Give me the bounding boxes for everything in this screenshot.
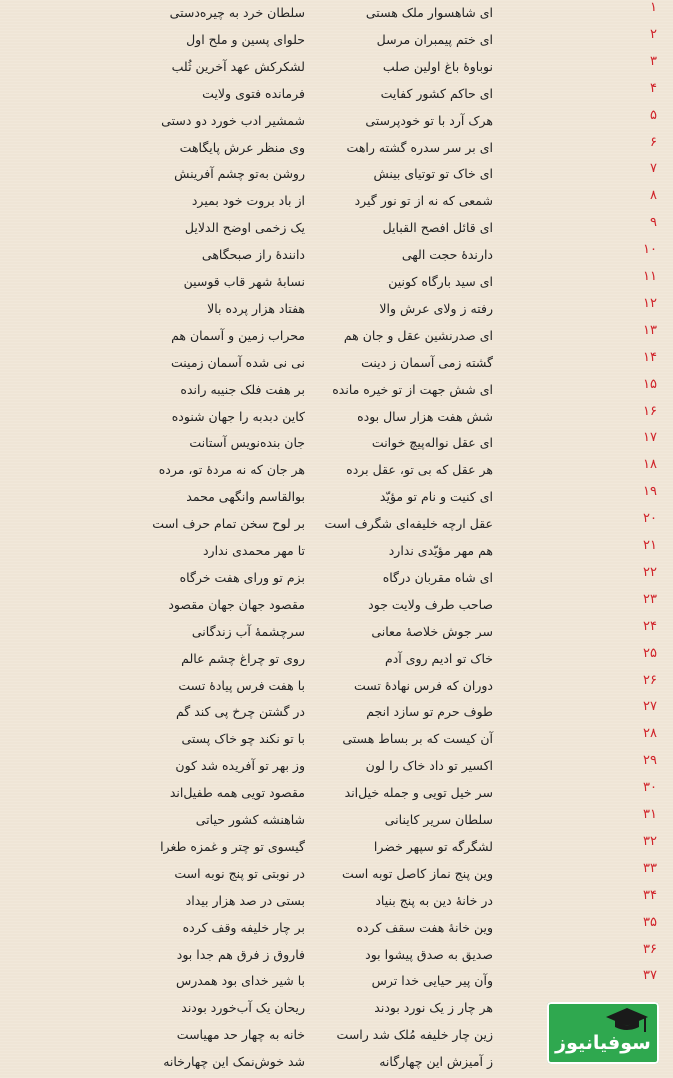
verse-number: ۳۵ <box>643 914 657 930</box>
second-hemistich: کاین دبدبه را جهان شنوده <box>171 408 305 424</box>
first-hemistich: خاک تو ادیم روی آدم <box>384 650 493 666</box>
verse-row <box>0 457 673 484</box>
first-hemistich: نوباوهٔ باغ اولین صلب <box>382 58 493 74</box>
first-hemistich: سر جوش خلاصهٔ معانی <box>371 623 493 639</box>
verse-row <box>0 242 673 269</box>
verse-row <box>0 296 673 323</box>
verse-number: ۲۷ <box>643 699 657 715</box>
second-hemistich: لشکرکش عهد آخرین ثُلب <box>171 58 305 74</box>
verse-number: ۱۶ <box>643 403 657 419</box>
verse-number: ۳۷ <box>643 968 657 984</box>
first-hemistich: هرک آرد با تو خودپرستی <box>365 112 493 128</box>
second-hemistich: روی تو چراغ چشم عالم <box>181 650 305 666</box>
first-hemistich: گشته زمی آسمان ز دینت <box>361 354 493 370</box>
logo-text: سوفیانیوز <box>555 1032 651 1054</box>
first-hemistich: ای عقل نواله‌پیچ خوانت <box>371 435 493 451</box>
first-hemistich: ای شش جهت از تو خیره مانده <box>332 381 493 397</box>
verse-row <box>0 968 673 995</box>
second-hemistich: وز بهر تو آفریده شد کون <box>175 758 305 774</box>
verse-row <box>0 565 673 592</box>
second-hemistich: روشن به‌تو چشم آفرینش <box>174 166 305 182</box>
first-hemistich: طوف حرم تو سازد انجم <box>366 704 493 720</box>
first-hemistich: ای ختم پیمبران مرسل <box>376 31 493 47</box>
second-hemistich: بزم تو ورای هفت خرگاه <box>179 569 305 585</box>
second-hemistich: هر جان که نه مردهٔ تو، مرده <box>158 462 305 478</box>
verse-number: ۱ <box>650 0 657 15</box>
verse-row <box>0 135 673 162</box>
first-hemistich: لشگرگه تو سپهر خضرا <box>373 838 493 854</box>
first-hemistich: ای سید بارگاه کونین <box>388 274 493 289</box>
verse-row <box>0 673 673 700</box>
verse-number: ۱۷ <box>643 430 657 446</box>
second-hemistich: بوالقاسم وانگهی محمد <box>186 489 305 505</box>
verse-row <box>0 538 673 565</box>
second-hemistich: فاروق ز فرق هم جدا بود <box>176 946 305 962</box>
verse-row <box>0 215 673 242</box>
first-hemistich: اکسیر تو داد خاک را لون <box>365 758 493 774</box>
first-hemistich: در خانهٔ دین به پنج بنیاد <box>375 892 493 908</box>
verse-number: ۲۳ <box>643 591 657 607</box>
first-hemistich: ای شاه مقربان درگاه <box>382 569 493 585</box>
first-hemistich: ای بر سر سدره گشته راهت <box>346 139 493 155</box>
verse-number: ۸ <box>650 188 657 204</box>
verse-number: ۱۸ <box>643 457 657 473</box>
second-hemistich: گیسوی تو چتر و غمزه طغرا <box>160 838 305 854</box>
verse-number: ۳۶ <box>643 941 657 957</box>
verse-row <box>0 269 673 296</box>
first-hemistich: زین چار خلیفه مُلک شد راست <box>336 1027 493 1043</box>
verse-number: ۳۱ <box>643 807 657 822</box>
second-hemistich: محراب زمین و آسمان هم <box>171 327 305 343</box>
first-hemistich: وین خانهٔ هفت سقف کرده <box>356 919 493 935</box>
second-hemistich: با شیر خدای بود همدرس <box>175 973 305 989</box>
verse-row <box>0 646 673 673</box>
second-hemistich: شاهنشه کشور حیاتی <box>195 812 305 827</box>
second-hemistich: سرچشمهٔ آب زندگانی <box>191 623 305 639</box>
verse-number: ۲۶ <box>643 672 657 688</box>
second-hemistich: با هفت فرس پیادهٔ تست <box>178 677 305 693</box>
verse-row <box>0 0 673 27</box>
first-hemistich: ای کنیت و نام تو مؤیّد <box>379 489 493 505</box>
first-hemistich: دوران که فرس نهادهٔ تست <box>353 677 493 693</box>
verse-row <box>0 619 673 646</box>
second-hemistich: وی منظر عرش پایگاهت <box>179 139 305 155</box>
verse-number: ۱۱ <box>643 269 657 284</box>
second-hemistich: بر چار خلیفه وقف کرده <box>182 919 305 935</box>
first-hemistich: عقل ارچه خلیفه‌ای شگرف است <box>324 516 493 532</box>
verse-row <box>0 915 673 942</box>
verse-row <box>0 484 673 511</box>
verse-number: ۳۳ <box>643 860 657 876</box>
verse-number: ۱۵ <box>643 376 657 392</box>
verse-row <box>0 726 673 753</box>
verse-number: ۳ <box>650 53 657 69</box>
second-hemistich: دانندهٔ راز صبحگاهی <box>201 247 305 263</box>
second-hemistich: نسابهٔ شهر قاب قوسین <box>183 274 305 289</box>
verse-number: ۲ <box>650 26 657 42</box>
verse-row <box>0 430 673 457</box>
first-hemistich: آن کیست که بر بساط هستی <box>342 731 493 747</box>
second-hemistich: ریحان یک آب‌خورد بودند <box>181 1000 305 1016</box>
verse-number: ۱۹ <box>643 484 657 500</box>
second-hemistich: یک زخمی اوضح الدلایل <box>184 220 305 236</box>
verse-number: ۲۲ <box>643 564 657 580</box>
first-hemistich: هر عقل که بی تو، عقل برده <box>346 462 493 478</box>
verse-row <box>0 861 673 888</box>
first-hemistich: ای حاکم کشور کفایت <box>380 85 493 101</box>
verse-number: ۵ <box>650 107 657 123</box>
verse-number: ۳۰ <box>643 780 657 796</box>
verse-row <box>0 942 673 969</box>
verse-row <box>0 592 673 619</box>
first-hemistich: وآن پیر حیایی خدا ترس <box>371 973 493 989</box>
verse-number: ۹ <box>650 215 657 231</box>
verse-row <box>0 834 673 861</box>
first-hemistich: هم مهر مؤیّدی ندارد <box>388 543 493 558</box>
second-hemistich: در گشتن چرخ پی کند گم <box>175 704 305 720</box>
second-hemistich: بر هفت فلک جنیبه رانده <box>180 381 305 397</box>
second-hemistich: حلوای پسین و ملح اول <box>186 31 305 47</box>
second-hemistich: فرمانده فتوی ولایت <box>202 85 305 101</box>
first-hemistich: شش هفت هزار سال بوده <box>357 408 493 424</box>
verse-number: ۲۵ <box>643 645 657 661</box>
second-hemistich: هفتاد هزار پرده بالا <box>207 300 305 316</box>
verse-number: ۶ <box>650 134 657 150</box>
first-hemistich: ز آمیزش این چهارگانه <box>379 1054 493 1070</box>
second-hemistich: مقصود تویی همه طفیل‌اند <box>169 785 305 801</box>
verse-row <box>0 807 673 834</box>
second-hemistich: شد خوش‌نمک این چهارخانه <box>163 1054 305 1070</box>
verse-number: ۱۲ <box>643 295 657 311</box>
first-hemistich: ای صدرنشین عقل و جان هم <box>343 327 493 343</box>
verse-number: ۴ <box>650 80 657 96</box>
verse-row <box>0 81 673 108</box>
verse-number: ۱۳ <box>643 322 657 338</box>
first-hemistich: هر چار ز یک نورد بودند <box>374 1000 493 1016</box>
verse-number: ۳۲ <box>643 833 657 849</box>
verse-row <box>0 511 673 538</box>
verse-row <box>0 888 673 915</box>
second-hemistich: با تو نکند چو خاک پستی <box>181 731 305 747</box>
verse-number: ۲۴ <box>643 618 657 634</box>
second-hemistich: مقصود جهان جهان مقصود <box>168 596 305 612</box>
second-hemistich: نی نی شده آسمان زمینت <box>171 354 305 370</box>
verse-row <box>0 404 673 431</box>
second-hemistich: خانه به چهار حد مهیاست <box>176 1027 305 1043</box>
verse-number: ۲۰ <box>643 511 657 527</box>
second-hemistich: جان بنده‌نویس آستانت <box>189 435 305 451</box>
second-hemistich: بستی در صد هزار بیداد <box>185 892 305 908</box>
verse-number: ۲۸ <box>643 726 657 742</box>
verse-row <box>0 753 673 780</box>
verse-number: ۱۴ <box>643 349 657 365</box>
first-hemistich: دارندهٔ حجت الهی <box>401 247 493 263</box>
verse-row <box>0 188 673 215</box>
verse-row <box>0 699 673 726</box>
second-hemistich: تا مهر محمدی ندارد <box>202 543 305 558</box>
verse-number: ۷ <box>650 161 657 177</box>
first-hemistich: صاحب طرف ولایت جود <box>368 596 493 612</box>
second-hemistich: بر لوح سخن تمام حرف است <box>152 516 305 532</box>
verse-row <box>0 350 673 377</box>
first-hemistich: ای خاک تو توتیای بینش <box>373 166 493 182</box>
verse-row <box>0 161 673 188</box>
second-hemistich: از باد بروت خود بمیرد <box>191 193 305 209</box>
first-hemistich: ای شاهسوار ملک هستی <box>365 5 493 20</box>
verse-number: ۲۹ <box>643 753 657 769</box>
verse-row <box>0 377 673 404</box>
verse-row <box>0 54 673 81</box>
second-hemistich: سلطان خرد به چیره‌دستی <box>169 5 305 20</box>
verse-number: ۳۴ <box>643 887 657 903</box>
second-hemistich: در نوبتی تو پنج نوبه است <box>174 865 305 881</box>
first-hemistich: ای قائل افصح القبایل <box>382 220 493 236</box>
verse-row <box>0 780 673 807</box>
verse-row <box>0 323 673 350</box>
verse-number: ۲۱ <box>643 538 657 553</box>
first-hemistich: صدیق به صدق پیشوا بود <box>365 946 493 962</box>
first-hemistich: سلطان سریر کاینانی <box>384 812 493 827</box>
verse-number: ۱۰ <box>643 242 657 258</box>
second-hemistich: شمشیر ادب خورد دو دستی <box>161 112 305 128</box>
sofianews-logo[interactable] <box>547 1002 659 1064</box>
first-hemistich: رفته ز ولای عرش والا <box>379 300 493 316</box>
verse-row <box>0 27 673 54</box>
verse-row <box>0 108 673 135</box>
first-hemistich: وین پنج نماز کاصل توبه است <box>342 865 493 881</box>
first-hemistich: سر خیل تویی و جمله خیل‌اند <box>344 785 493 801</box>
first-hemistich: شمعی که نه از تو نور گیرد <box>354 193 493 209</box>
